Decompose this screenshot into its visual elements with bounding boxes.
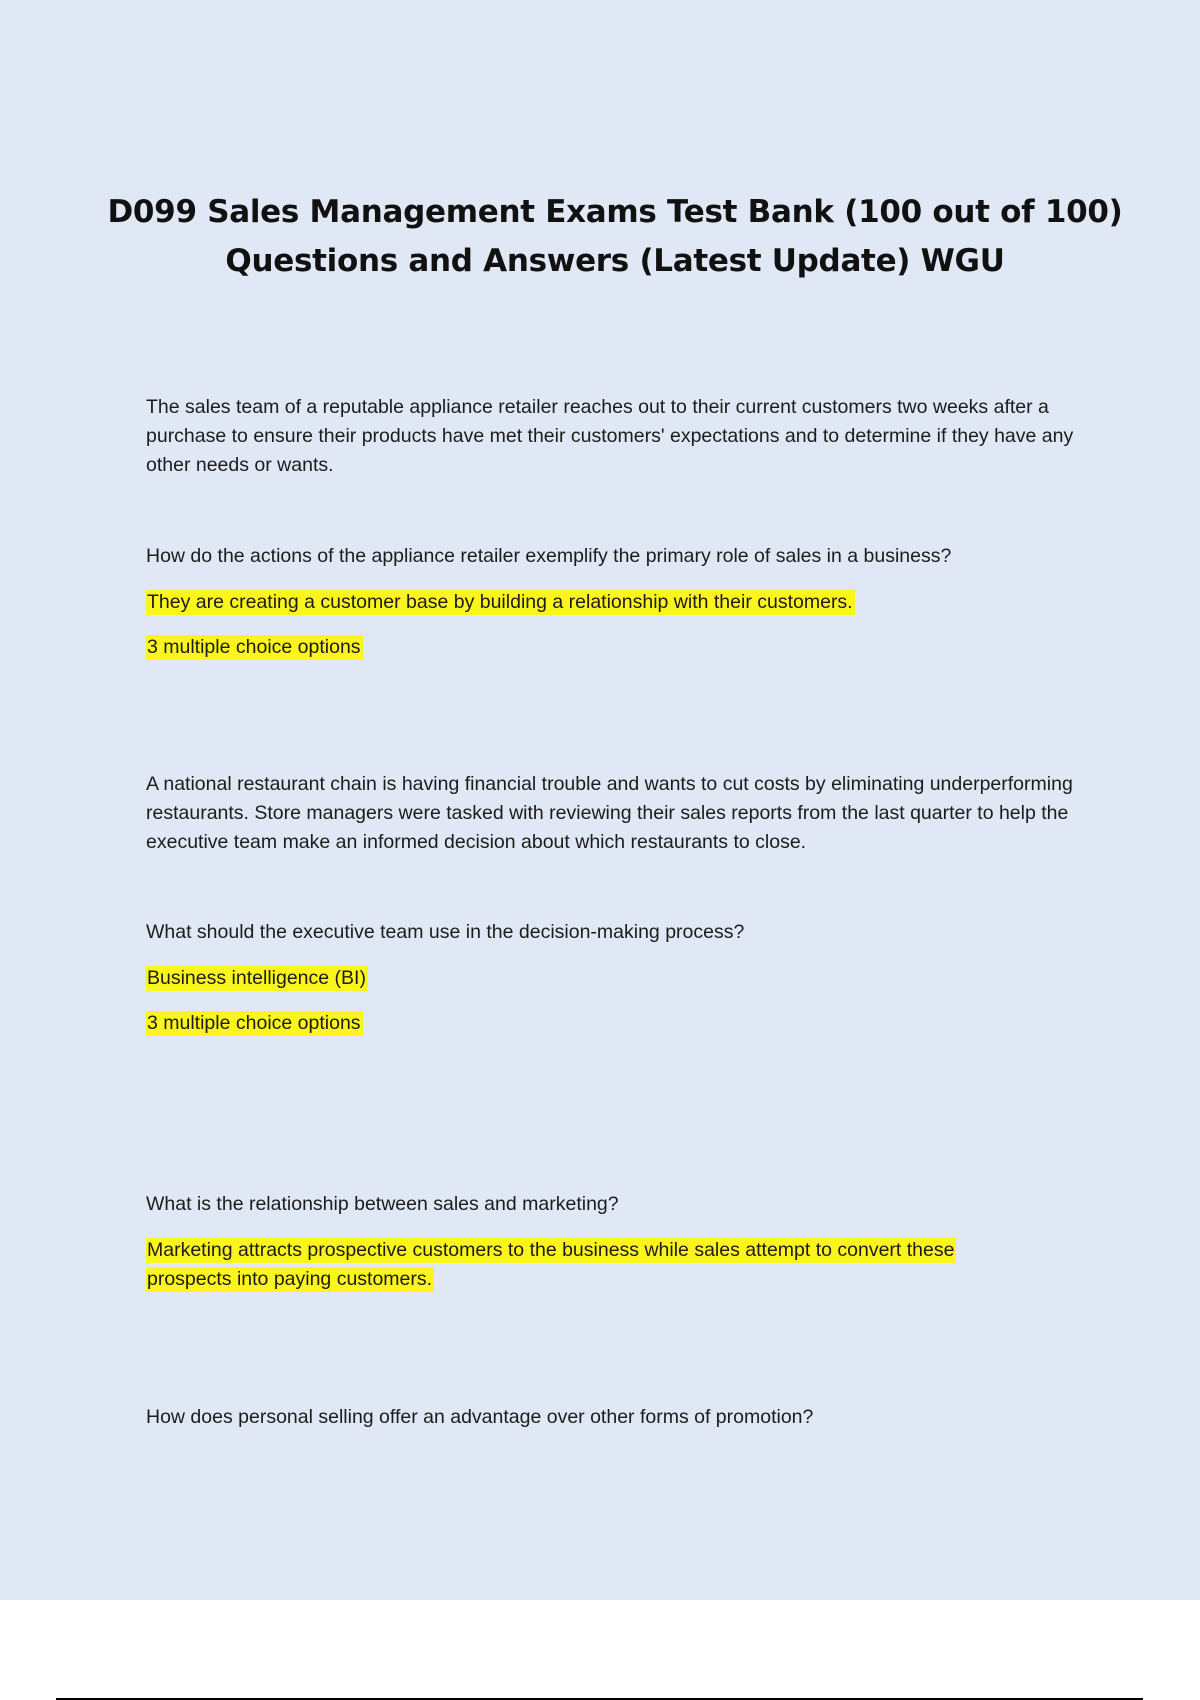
answer-highlight: Marketing attracts prospective customers to the business while sales attempt to convert these prospects into paying customers.	[147, 1239, 955, 1290]
answer-row	[146, 1236, 1016, 1294]
question-text: What should the executive team use in the decision-making process?	[146, 921, 745, 943]
question-text: How do the actions of the appliance retailer exemplify the primary role of sales in a business?	[146, 545, 952, 567]
answer-highlight: Business intelligence (BI)	[147, 967, 366, 989]
note-row	[146, 1009, 1086, 1038]
answer-row	[146, 588, 1086, 617]
document-title: D099 Sales Management Exams Test Bank (100 out of 100) Questions and Answers (Latest Update) WGU	[107, 194, 1123, 279]
scenario-text: A national restaurant chain is having financial trouble and wants to cut costs by eliminating underperforming restaurants. Store managers were tasked with reviewing their sales reports from the last quarter to help the executive team make an informed decision about which restaurants to close.	[146, 773, 1073, 853]
scenario-text: The sales team of a reputable appliance retailer reaches out to their current customers two weeks after a purchase to ensure their products have met their customers' expectations and to determine if they have any other needs or wants.	[146, 396, 1074, 476]
answer-row	[146, 964, 1086, 993]
question-text: How does personal selling offer an advantage over other forms of promotion?	[146, 1406, 814, 1428]
answer-highlight: They are creating a customer base by building a relationship with their customers.	[147, 591, 853, 613]
note-highlight: 3 multiple choice options	[147, 636, 361, 658]
note-highlight: 3 multiple choice options	[147, 1012, 361, 1034]
question-text: What is the relationship between sales and marketing?	[146, 1193, 619, 1215]
note-row	[146, 633, 1086, 662]
